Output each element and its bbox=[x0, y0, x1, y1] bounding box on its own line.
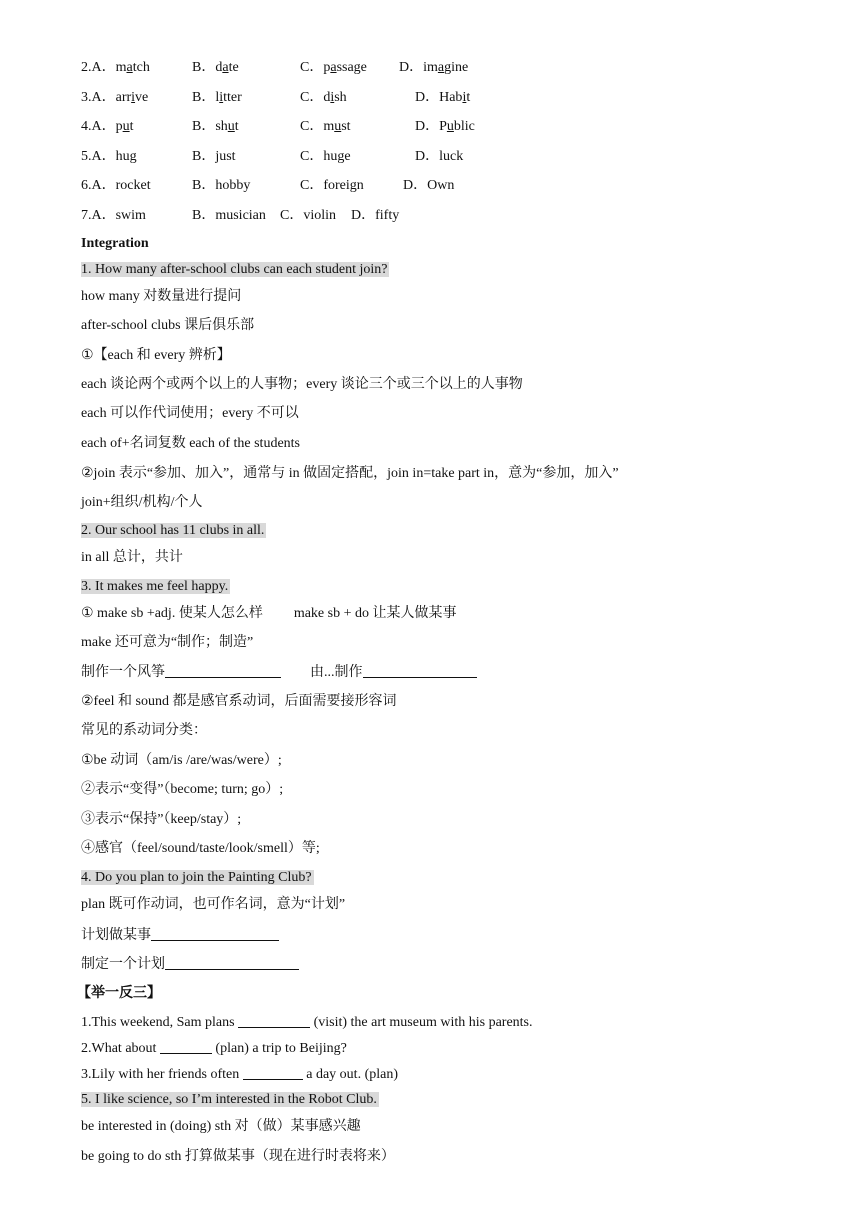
option-d: D．Public bbox=[415, 119, 475, 134]
answer-blank-1[interactable] bbox=[238, 1013, 310, 1028]
option-b: B．litter bbox=[192, 90, 242, 105]
fill-blank[interactable] bbox=[165, 663, 281, 678]
note-line: each 谈论两个或两个以上的人事物；every 谈论三个或三个以上的人事物 bbox=[81, 377, 523, 392]
note-line: each 可以作代词使用；every 不可以 bbox=[81, 406, 299, 421]
note-line: join+组织/机构/个人 bbox=[81, 495, 203, 510]
option-c: C．must bbox=[300, 119, 351, 134]
note-line: make 还可意为“制作；制造” bbox=[81, 635, 254, 650]
practice-title: 【举一反三】 bbox=[77, 986, 161, 1001]
note-line: ②feel 和 sound 都是感官系动词，后面需要接形容词 bbox=[81, 694, 397, 709]
prompt-make-a-plan: 制定一个计划 bbox=[81, 957, 165, 972]
note-line: be interested in (doing) sth 对（做）某事感兴趣 bbox=[81, 1119, 361, 1134]
exercise-2-text-end: (plan) a trip to Beijing? bbox=[215, 1041, 347, 1056]
prompt-plan-to-do: 计划做某事 bbox=[81, 928, 151, 943]
note-line: ②表示“变得”（become; turn; go）; bbox=[81, 782, 284, 797]
option-d: D．imagine bbox=[399, 60, 469, 75]
option-d: D．fifty bbox=[351, 208, 400, 223]
option-b: B．musician bbox=[192, 208, 266, 223]
option-b: B．date bbox=[192, 60, 239, 75]
section-title-integration: Integration bbox=[81, 236, 149, 251]
key-sentence-5: 5. I like science, so I’m interested in the Robot Club. bbox=[81, 1092, 377, 1107]
option-a: 6.A．rocket bbox=[81, 178, 151, 193]
option-a: 7.A．swim bbox=[81, 208, 146, 223]
option-a: 4.A．put bbox=[81, 119, 134, 134]
exercise-1-text-end: (visit) the art museum with his parents. bbox=[313, 1015, 533, 1030]
note-line: how many 对数量进行提问 bbox=[81, 289, 242, 304]
option-a: 5.A．hug bbox=[81, 149, 137, 164]
prompt-made-of: 由...制作 bbox=[310, 665, 363, 680]
note-line: be going to do sth 打算做某事（现在进行时表将来） bbox=[81, 1149, 395, 1164]
option-d: D．Own bbox=[403, 178, 455, 193]
note-line: in all 总计，共计 bbox=[81, 550, 183, 565]
key-sentence-4: 4. Do you plan to join the Painting Club? bbox=[81, 870, 312, 885]
key-sentence-2: 2. Our school has 11 clubs in all. bbox=[81, 523, 265, 538]
option-c: C．foreign bbox=[300, 178, 364, 193]
note-line: ③表示“保持”（keep/stay）; bbox=[81, 812, 242, 827]
exercise-2-text: 2.What about bbox=[81, 1041, 157, 1056]
note-make-do: make sb + do 让某人做某事 bbox=[293, 606, 457, 621]
prompt-make-kite: 制作一个风筝 bbox=[81, 665, 165, 680]
note-line: after-school clubs 课后俱乐部 bbox=[81, 318, 255, 333]
note-line: ②join 表示“参加、加入”，通常与 in 做固定搭配，join in=take part in，意为“参加，加入” bbox=[81, 466, 619, 481]
note-line: plan 既可作动词，也可作名词，意为“计划” bbox=[81, 897, 346, 912]
option-d: D．luck bbox=[415, 149, 464, 164]
exercise-1-text: 1.This weekend, Sam plans bbox=[81, 1015, 235, 1030]
note-line: ①be 动词（am/is /are/was/were）; bbox=[81, 753, 282, 768]
fill-blank[interactable] bbox=[165, 955, 299, 970]
note-line: ④感官（feel/sound/taste/look/smell）等; bbox=[81, 841, 320, 856]
option-a: 3.A．arrive bbox=[81, 90, 149, 105]
answer-blank-3[interactable] bbox=[243, 1065, 303, 1080]
exercise-3-text: 3.Lily with her friends often bbox=[81, 1067, 240, 1082]
option-c: C．dish bbox=[300, 90, 347, 105]
option-c: C．huge bbox=[300, 149, 351, 164]
note-line: 常见的系动词分类： bbox=[81, 723, 207, 738]
fill-blank[interactable] bbox=[151, 926, 279, 941]
note-heading: ①【each 和 every 辨析】 bbox=[81, 348, 231, 363]
option-a: 2.A．match bbox=[81, 60, 150, 75]
note-make-adj: ① make sb +adj. 使某人怎么样 bbox=[81, 606, 263, 621]
note-line: each of+名词复数 each of the students bbox=[81, 436, 300, 451]
key-sentence-3: 3. It makes me feel happy. bbox=[81, 579, 229, 594]
fill-blank[interactable] bbox=[363, 663, 477, 678]
option-c: C．passage bbox=[300, 60, 367, 75]
exercise-3-text-end: a day out. (plan) bbox=[306, 1067, 398, 1082]
option-b: B．shut bbox=[192, 119, 239, 134]
option-b: B．just bbox=[192, 149, 236, 164]
option-b: B．hobby bbox=[192, 178, 251, 193]
key-sentence-1: 1. How many after-school clubs can each student join? bbox=[81, 262, 388, 277]
option-d: D．Habit bbox=[415, 90, 471, 105]
option-c: C．violin bbox=[280, 208, 337, 223]
answer-blank-2[interactable] bbox=[160, 1039, 212, 1054]
